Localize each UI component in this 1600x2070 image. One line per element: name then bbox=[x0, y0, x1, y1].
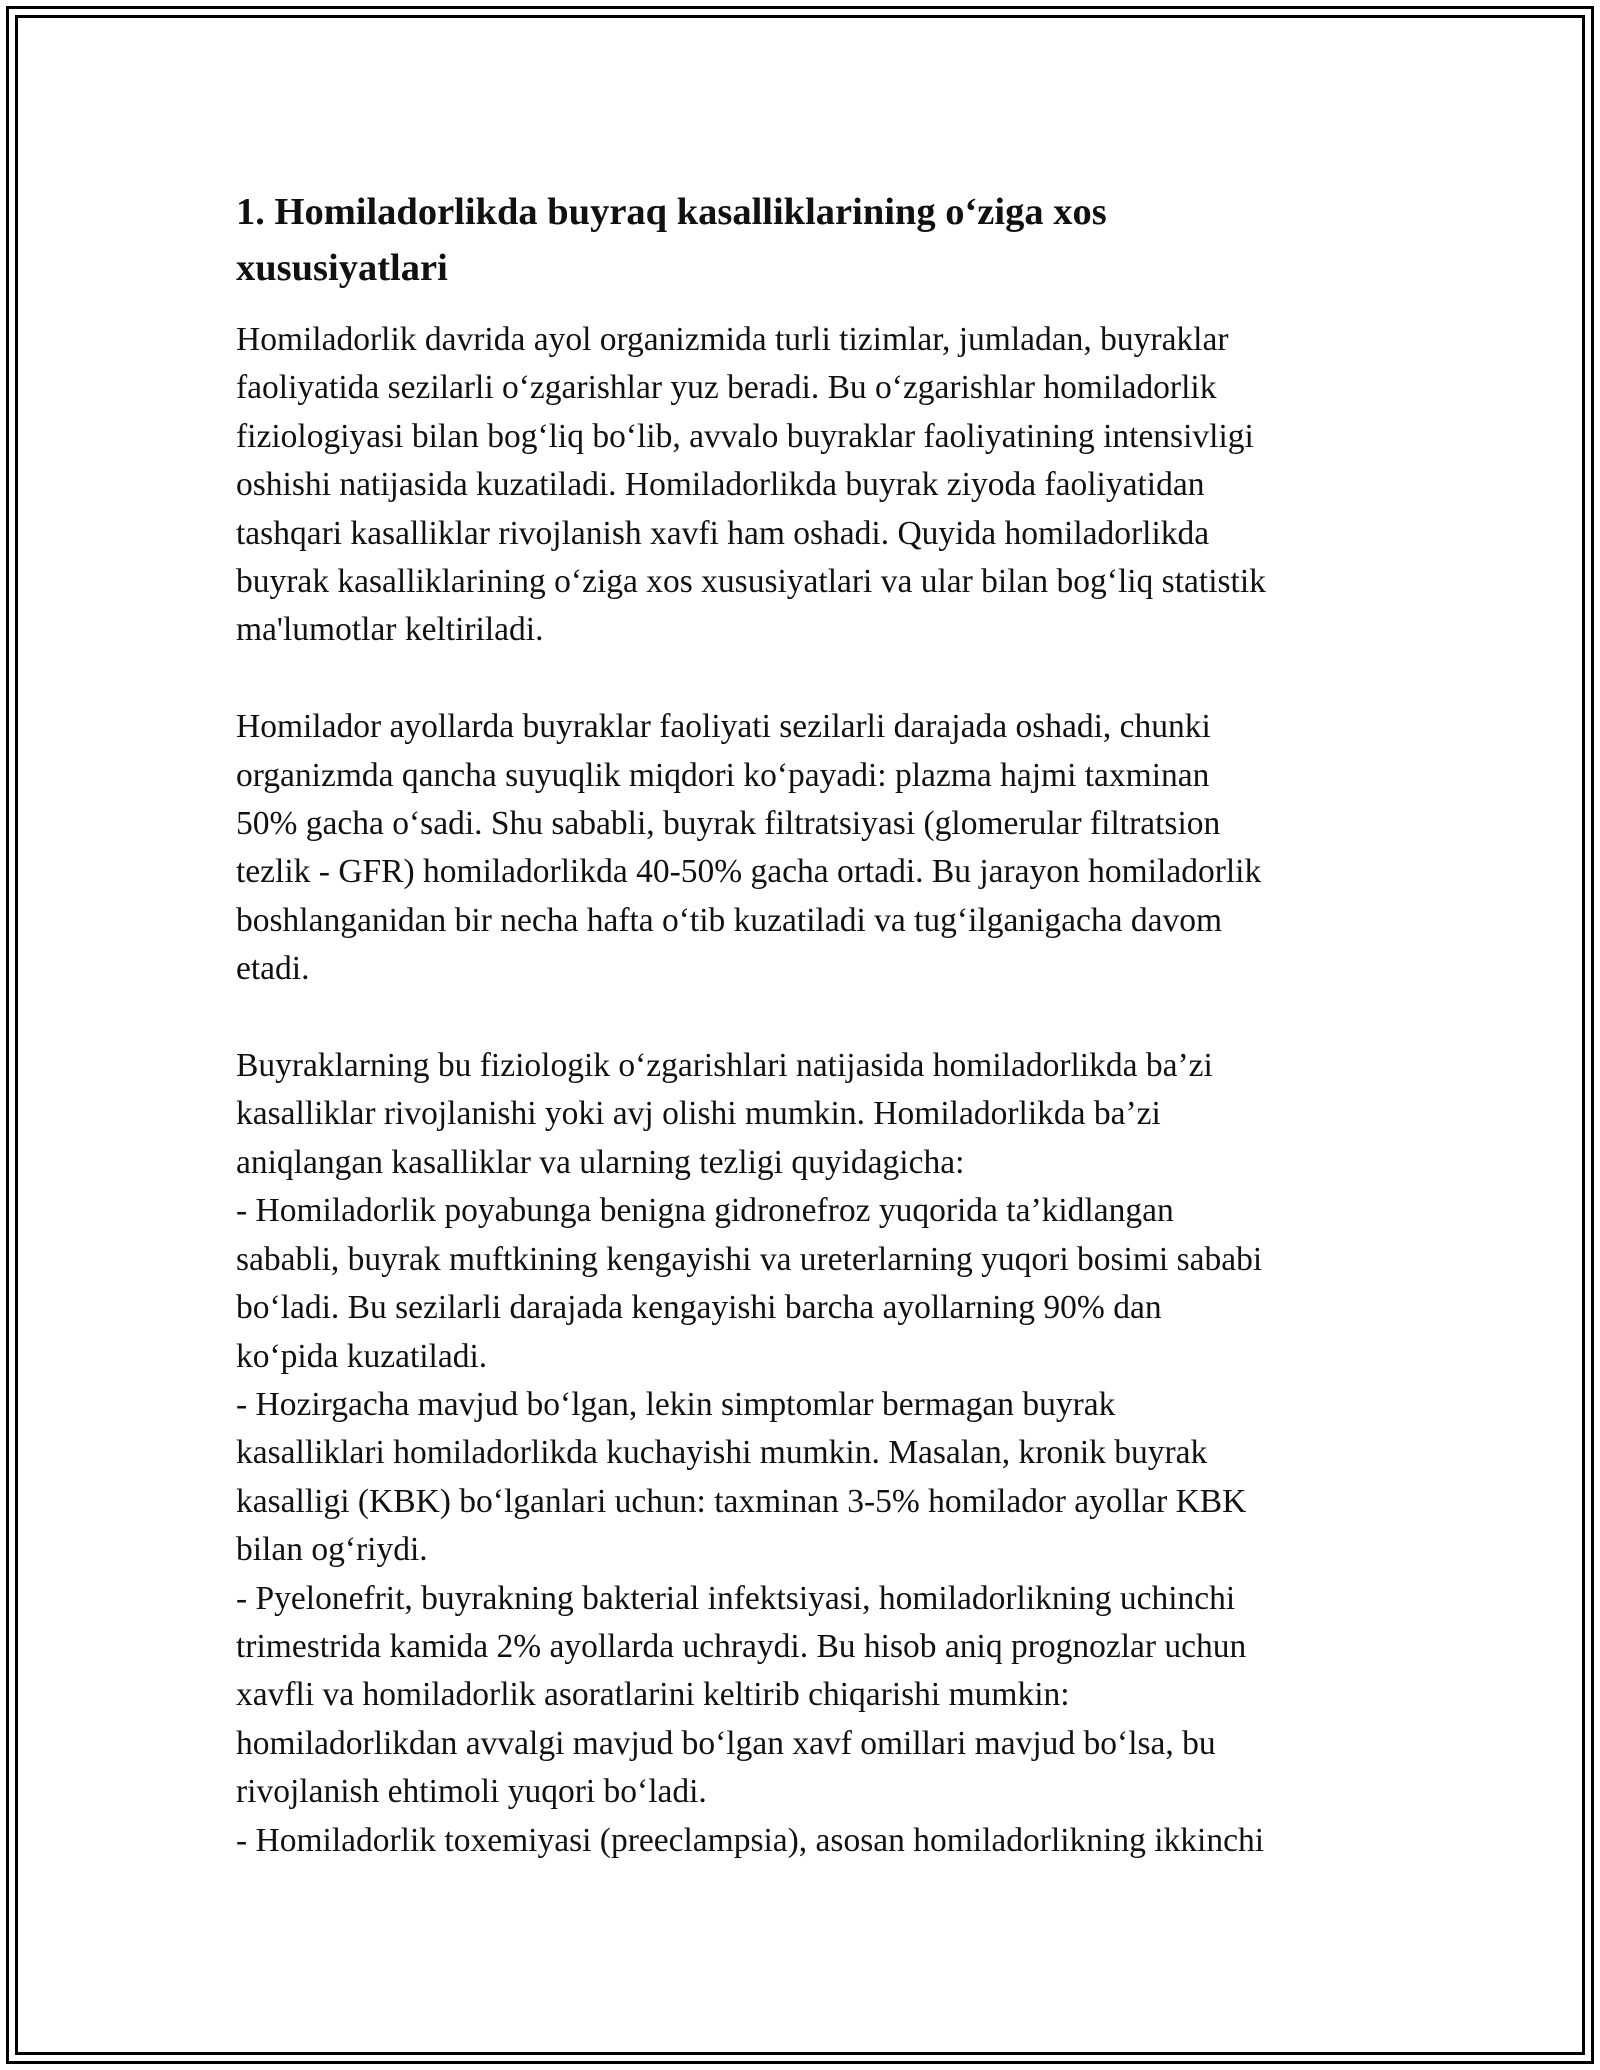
document-body bbox=[236, 184, 1376, 1865]
paragraph-3: Buyraklarning bu fiziologik o‘zgarishlari natijasida homiladorlikda ba’zi kasalliklar rivojlanishi yoki avj olishi mumkin. Homiladorlikda ba’zi aniqlangan kasalliklar va ularning tezligi quyidagicha: - Homiladorlik poyabunga benigna gidronefroz yuqorida ta’kidlangan sababli, buyrak muftkining kengayishi va ureterlarning yuqori bosimi sababi bo‘ladi. Bu sezilarli darajada kengayishi barcha ayollarning 90% dan ko‘pida kuzatiladi. - Hozirgacha mavjud bo‘lgan, lekin simptomlar bermagan buyrak kasalliklari homiladorlikda kuchayishi mumkin. Masalan, kronik buyrak kasalligi (KBK) bo‘lganlari uchun: taxminan 3-5% homilador ayollar KBK bilan og‘riydi. - Pyelonefrit, buyrakning bakterial infektsiyasi, homiladorlikning uchinchi trimestrida kamida 2% ayollarda uchraydi. Bu hisob aniq prognozlar uchun xavfli va homiladorlik asoratlarini keltirib chiqarishi mumkin: homiladorlikdan avvalgi mavjud bo‘lgan xavf omillari mavjud bo‘lsa, bu rivojlanish ehtimoli yuqori bo‘ladi. - Homiladorlik toxemiyasi (preeclampsia), asosan homiladorlikning ikkinchi bbox=[236, 1047, 1265, 1859]
paragraph-1: Homiladorlik davrida ayol organizmida turli tizimlar, jumladan, buyraklar faoliyatida sezilarli o‘zgarishlar yuz beradi. Bu o‘zgarishlar homiladorlik fiziologiyasi bilan bog‘liq bo‘lib, avvalo buyraklar faoliyatining intensivligi oshishi natijasida kuzatiladi. Homiladorlikda buyrak ziyoda faoliyatidan tashqari kasalliklar rivojlanish xavfi ham oshadi. Quyida homiladorlikda buyrak kasalliklarining o‘ziga xos xususiyatlari va ular bilan bog‘liq statistik ma'lumotlar keltiriladi. bbox=[236, 321, 1266, 649]
section-heading: 1. Homiladorlikda buyraq kasalliklarining o‘ziga xos xususiyatlari bbox=[236, 191, 1107, 289]
paragraph-2: Homilador ayollarda buyraklar faoliyati sezilarli darajada oshadi, chunki organizmda qancha suyuqlik miqdori ko‘payadi: plazma hajmi taxminan 50% gacha o‘sadi. Shu sababli, buyrak filtratsiyasi (glomerular filtratsion tezlik - GFR) homiladorlikda 40-50% gacha ortadi. Bu jarayon homiladorlik boshlanganidan bir necha hafta o‘tib kuzatiladi va tug‘ilganigacha davom etadi. bbox=[236, 708, 1262, 988]
